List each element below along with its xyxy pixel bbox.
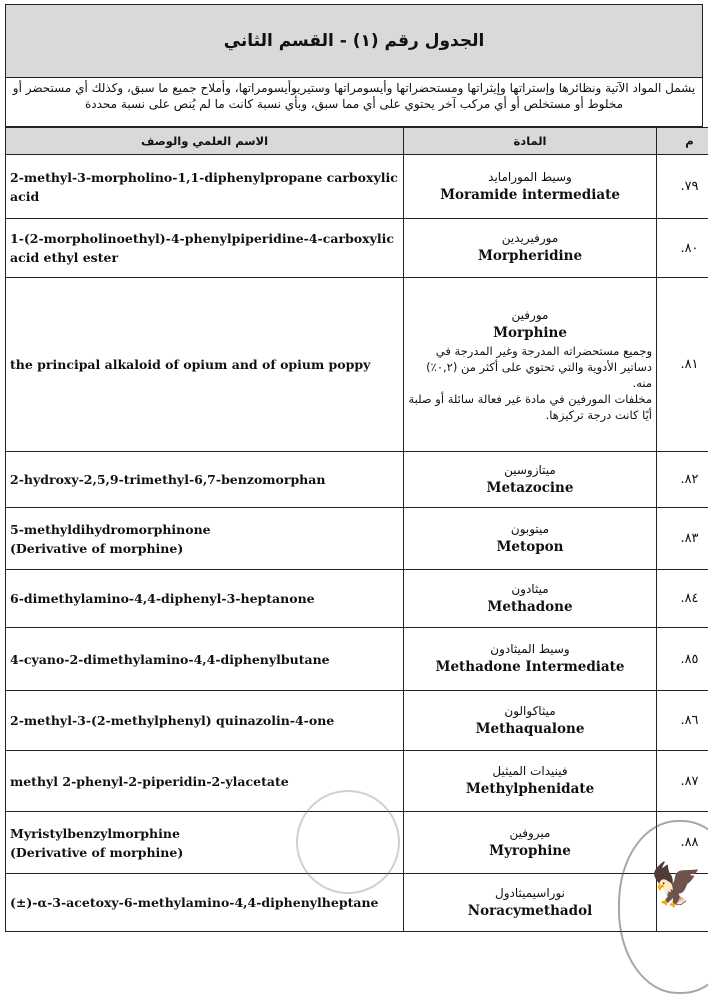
row-number: .٨٢ — [657, 452, 708, 508]
substance-arabic-name: وسيط الميثادون — [408, 641, 652, 658]
table-row — [6, 278, 708, 452]
scientific-description: 2-hydroxy-2,5,9-trimethyl-6,7-benzomorphan — [6, 452, 404, 508]
row-number: .٨٤ — [657, 570, 708, 628]
substance-english-name: Noracymethadol — [408, 902, 652, 921]
substance-cell — [404, 452, 657, 508]
scientific-description: 6-dimethylamino-4,4-diphenyl-3-heptanone — [6, 570, 404, 628]
scientific-description: (±)-α-3-acetoxy-6-methylamino-4,4-diphenylheptane — [6, 874, 404, 932]
header-num: م — [657, 128, 708, 155]
scientific-description: 2-methyl-3-(2-methylphenyl) quinazolin-4-one — [6, 691, 404, 751]
substance-cell — [404, 691, 657, 751]
substance-note: وجميع مستحضراته المدرجة وغير المدرجة في دساتير الأدوية والتي تحتوي على أكثر من (٠,٢٪) منه. — [408, 343, 652, 391]
substance-arabic-name: فينيدات الميثيل — [408, 763, 652, 780]
substance-english-name: Metopon — [408, 538, 652, 557]
scientific-description: the principal alkaloid of opium and of opium poppy — [6, 278, 404, 452]
substance-arabic-name: ميروفين — [408, 825, 652, 842]
substance-arabic-name: مورفيريدين — [408, 230, 652, 247]
substance-arabic-name: ميثادون — [408, 581, 652, 598]
table-row — [6, 155, 708, 219]
table-row — [6, 508, 708, 570]
substance-arabic-name: نوراسيميثادول — [408, 885, 652, 902]
substance-english-name: Methadone Intermediate — [408, 658, 652, 677]
substance-note: مخلفات المورفين في مادة غير فعالة سائلة أو صلبة أيًا كانت درجة تركيزها. — [408, 391, 652, 423]
ministry-stamp — [296, 790, 400, 894]
eagle-emblem-icon: 🦅 — [650, 860, 702, 910]
table-row — [6, 219, 708, 278]
substance-english-name: Moramide intermediate — [408, 186, 652, 205]
substance-cell — [404, 751, 657, 812]
table-header-row — [6, 128, 708, 155]
scientific-description: 1-(2-morpholinoethyl)-4-phenylpiperidine-4-carboxylic acid ethyl ester — [6, 219, 404, 278]
table-title: الجدول رقم (١) - القسم الثاني — [5, 4, 703, 78]
scientific-description: Myristylbenzylmorphine (Derivative of morphine) — [6, 812, 404, 874]
substance-english-name: Metazocine — [408, 479, 652, 498]
table-row — [6, 452, 708, 508]
substance-arabic-name: ميثاكوالون — [408, 703, 652, 720]
substance-english-name: Methylphenidate — [408, 780, 652, 799]
substance-arabic-name: ميتوبون — [408, 521, 652, 538]
header-substance: المادة — [404, 128, 657, 155]
row-number: .٨٨ — [657, 812, 708, 874]
substance-cell — [404, 812, 657, 874]
substance-cell — [404, 570, 657, 628]
scientific-description: 2-methyl-3-morpholino-1,1-diphenylpropane carboxylic acid — [6, 155, 404, 219]
substance-english-name: Morphine — [408, 324, 652, 343]
substance-cell — [404, 278, 657, 452]
substance-english-name: Methadone — [408, 598, 652, 617]
row-number: .٨١ — [657, 278, 708, 452]
row-number: .٨٧ — [657, 751, 708, 812]
header-desc: الاسم العلمي والوصف — [6, 128, 404, 155]
substance-arabic-name: وسيط المورامايد — [408, 169, 652, 186]
substance-cell — [404, 628, 657, 691]
substance-english-name: Morpheridine — [408, 247, 652, 266]
substance-english-name: Myrophine — [408, 842, 652, 861]
substance-cell — [404, 219, 657, 278]
row-number: .٨٠ — [657, 219, 708, 278]
table-row — [6, 691, 708, 751]
table-row — [6, 570, 708, 628]
row-number: .٨٦ — [657, 691, 708, 751]
substance-arabic-name: ميتازوسين — [408, 462, 652, 479]
substance-english-name: Methaqualone — [408, 720, 652, 739]
substance-arabic-name: مورفين — [408, 307, 652, 324]
row-number: .٨٣ — [657, 508, 708, 570]
scientific-description: 4-cyano-2-dimethylamino-4,4-diphenylbutane — [6, 628, 404, 691]
scientific-description: methyl 2-phenyl-2-piperidin-2-ylacetate — [6, 751, 404, 812]
row-number: .٧٩ — [657, 155, 708, 219]
table-row — [6, 628, 708, 691]
substance-cell — [404, 508, 657, 570]
row-number: .٨٥ — [657, 628, 708, 691]
substance-cell — [404, 155, 657, 219]
intro-paragraph: يشمل المواد الآتية ونظائرها وإستراتها وإيثراتها ومستحضراتها وأيسومراتها وستيريوأيسومراتها، وأملاح جميع ما سبق، وكذلك أي مستحضر أو مخلوط أو مستخلص أو أي مركب آخر يحتوي على أي مما سبق، وبأي نسبة كانت ما لم يُنص على نسبة محددة — [5, 78, 703, 127]
scientific-description: 5-methyldihydromorphinone (Derivative of morphine) — [6, 508, 404, 570]
